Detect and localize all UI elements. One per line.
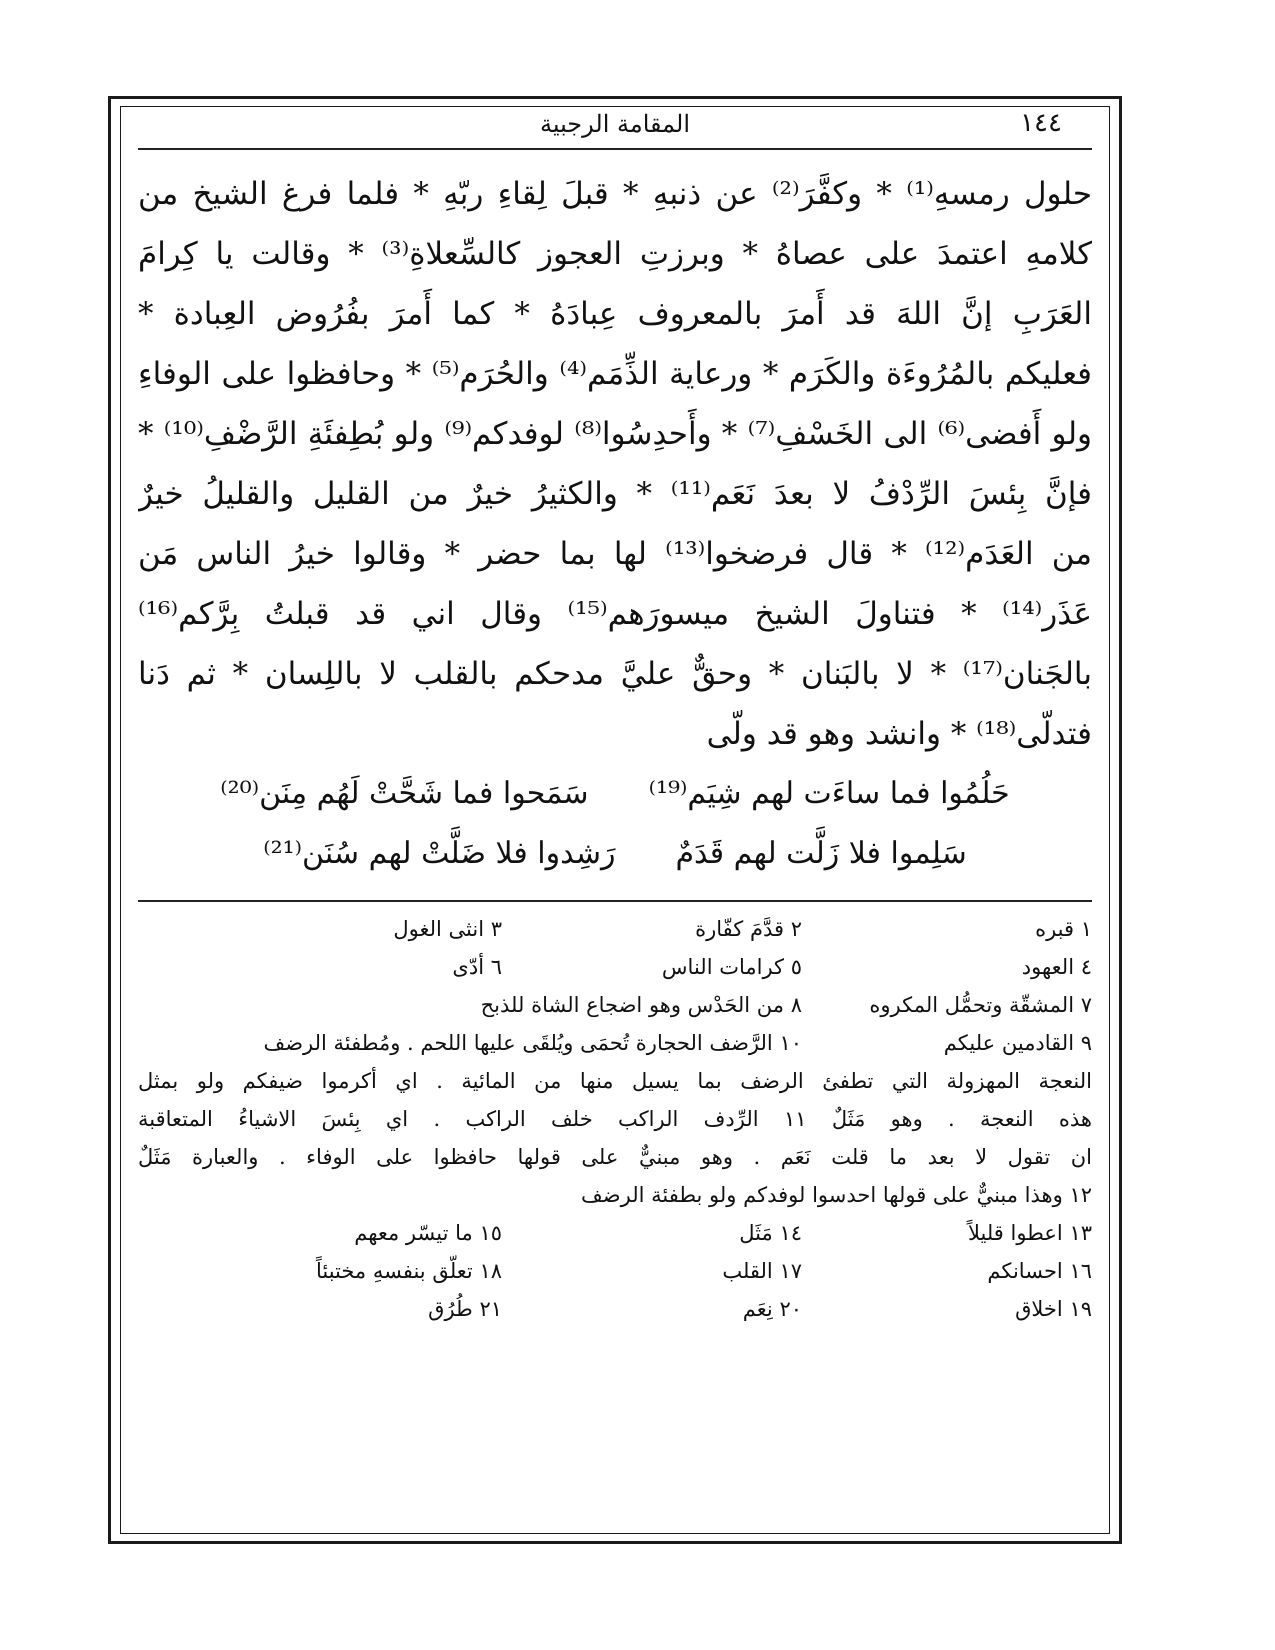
- footnote-row: [138, 910, 1092, 948]
- footnotes: [138, 910, 1092, 1328]
- footnote-row: [138, 1290, 1092, 1328]
- text-line: بالجَنان⁽¹⁷⁾ * لا بالبَنان * وحقٌّ عليَّ مدحكم بالقلب لا باللِسان * ثم دَنا: [138, 656, 1092, 692]
- verse-second-hemistich: سَمَحوا فما شَحَّتْ لَهُم مِنَن⁽²⁰⁾: [220, 776, 589, 811]
- verse-second-hemistich: رَشِدوا فلا ضَلَّتْ لهم سُنَن⁽²¹⁾: [263, 836, 616, 871]
- footnote: ٥ كرامات الناس: [661, 955, 802, 979]
- page-content: [138, 108, 1092, 1328]
- footnote: ٢١ طُرُق: [428, 1297, 502, 1321]
- footnote-text-line: ١٢ وهذا مبنيٌّ على قولها احدسوا لوفدكم ولو بطفئة الرضف: [581, 1183, 1092, 1207]
- poem-verse: [138, 764, 1092, 824]
- footnote: ١٨ تعلّق بنفسهِ مختبئاً: [315, 1259, 502, 1283]
- footnote-row: [138, 948, 1092, 986]
- page-header: [138, 108, 1092, 150]
- footnote-separator: [138, 900, 1092, 902]
- text-line: العَرَبِ إنَّ اللهَ قد أَمرَ بالمعروف عِبادَهُ * كما أَمرَ بفُرُوض العِبادة *: [138, 296, 1092, 332]
- footnote-text-line: هذه النعجة . وهو مَثَلٌ ١١ الرِّدف الراكب خلف الراكب . اي بِئسَ الاشياءُ المتعاقبة: [138, 1107, 1092, 1131]
- footnote-row: [138, 1214, 1092, 1252]
- main-text: [138, 164, 1092, 884]
- footnote: ٧ المشقّة وتحمُّل المكروه: [869, 993, 1092, 1017]
- footnote: ١٥ ما تيسّر معهم: [354, 1221, 502, 1245]
- footnote: ١٣ اعطوا قليلاً: [967, 1221, 1092, 1245]
- footnote: ٤ العهود: [1021, 955, 1092, 979]
- footnote-row: [138, 1024, 1092, 1062]
- footnote: ٩ القادمين عليكم: [943, 1031, 1092, 1055]
- footnote-text-line: النعجة المهزولة التي تطفئ الرضف بما يسيل منها من المائية . اي أكرموا ضيفكم ولو بمثل: [138, 1069, 1092, 1093]
- footnote-text-line: ان تقول لا بعد ما قلت نَعَم . وهو مبنيٌّ على قولها حافظوا على الوفاء . والعبارة مَثَلٌ: [138, 1145, 1092, 1169]
- footnote: ١٦ احسانكم: [987, 1259, 1092, 1283]
- poem-verse: [138, 824, 1092, 884]
- footnote-row: [138, 1252, 1092, 1290]
- footnote: ٢٠ نِعَم: [742, 1297, 802, 1321]
- page-title: المقامة الرجبية: [539, 110, 691, 138]
- text-line: فتدلّى⁽¹⁸⁾ * وانشد وهو قد ولّى: [706, 716, 1092, 752]
- footnote: ١٠ الرَّضف الحجارة تُحمَى ويُلقَى عليها اللحم . ومُطفئة الرضف: [263, 1031, 802, 1055]
- text-line: كلامهِ اعتمدَ على عصاهُ * وبرزتِ العجوز كالسِّعلاةِ⁽³⁾ * وقالت يا كِرامَ: [138, 236, 1092, 272]
- footnote: ٦ أدّى: [452, 955, 502, 979]
- page-number: ١٤٤: [1020, 108, 1062, 138]
- footnote: ١٤ مَثَل: [739, 1221, 802, 1245]
- text-line: فإنَّ بِئسَ الرِّدْفُ لا بعدَ نَعَم⁽¹¹⁾ * والكثيرُ خيرٌ من القليل والقليلُ خيرٌ: [138, 476, 1092, 512]
- verse-first-hemistich: سَلِموا فلا زَلَّت لهم قَدَمٌ: [675, 836, 967, 871]
- text-line: من العَدَم⁽¹²⁾ * قال فرضخوا⁽¹³⁾ لها بما حضر * وقالوا خيرُ الناس مَن: [138, 536, 1092, 572]
- footnote: ١٩ اخلاق: [1015, 1297, 1092, 1321]
- text-line: حلول رمسهِ⁽¹⁾ * وكفَّرَ⁽²⁾ عن ذنبهِ * قبلَ لِقاءِ ربّهِ * فلما فرغ الشيخ من: [138, 176, 1092, 212]
- footnote: ١ قبره: [1035, 917, 1092, 941]
- text-line: ولو أَفضى⁽⁶⁾ الى الخَسْفِ⁽⁷⁾ * وأَحدِسُوا⁽⁸⁾ لوفدكم⁽⁹⁾ ولو بُطِفئَةِ الرَّضْفِ⁽¹⁰⁾ *: [138, 416, 1092, 452]
- footnote: ٣ انثى الغول: [393, 917, 502, 941]
- footnote: ١٧ القلب: [722, 1259, 802, 1283]
- footnote: ٨ من الحَدْس وهو اضجاع الشاة للذبح: [480, 993, 802, 1017]
- text-line: عَذَر⁽¹⁴⁾ * فتناولَ الشيخ ميسورَهم⁽¹⁵⁾ وقال اني قد قبلتُ بِرَّكم⁽¹⁶⁾: [138, 596, 1092, 632]
- footnote-row: [138, 986, 1092, 1024]
- verse-first-hemistich: حَلُمُوا فما ساءَت لهم شِيَم⁽¹⁹⁾: [648, 776, 1010, 811]
- footnote: ٢ قدَّمَ كفّارة: [695, 917, 802, 941]
- text-line: فعليكم بالمُرُوءَة والكَرَم * ورعاية الذِّمَم⁽⁴⁾ والحُرَم⁽⁵⁾ * وحافظوا على الوفاءِ: [138, 356, 1092, 392]
